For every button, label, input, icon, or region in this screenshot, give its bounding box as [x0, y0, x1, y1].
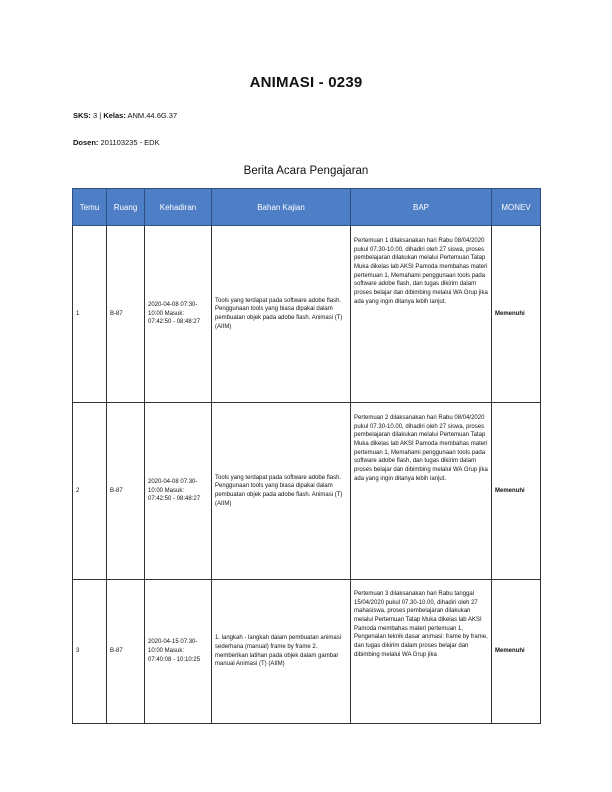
cell-temu: 1: [73, 226, 107, 403]
kehadiran-text: 2020-04-08 07:30-10:00 Masuk: 07:42:50 - 08:48:27: [148, 301, 201, 326]
cell-kehadiran: [145, 403, 212, 580]
table-row: [73, 580, 541, 724]
bahan-kajian-text: 1. langkah - langkah dalam pembuatan animasi sederhana (manual) frame by frame 2. memberikan latihan pada objek dalam gambar manual Animasi (T) (AIIM): [215, 635, 342, 668]
document-title: ANIMASI - 0239: [249, 74, 363, 91]
cell-bap: [351, 580, 492, 724]
bap-text: Pertemuan 1 dilaksanakan hari Rabu 08/04/2020 pukul 07.30-10.00, dihadiri oleh 27 siswa, proses pembelajaran dilakukan melalui Pertemuan Tatap Muka dikelas lab AKSI Pamoda membahas materi pertemuan 1, Memahami penggunaan tools pada software adobe flash, dan tugas dikirim dalam proses belajar dan dibimbing melalui WA Grup jika ada yang ingin ditanya lebih lanjut.: [354, 238, 488, 305]
cell-temu: 2: [73, 403, 107, 580]
cell-ruang: B-87: [107, 226, 145, 403]
cell-bahan-kajian: [212, 403, 351, 580]
cell-kehadiran: [145, 226, 212, 403]
bap-text: Pertemuan 2 dilaksanakan hari Rabu 08/04/2020 pukul 07.30-10.00, dihadiri oleh 27 siswa, proses pembelajaran dilakukan melalui Pertemuan Tatap Muka dikelas lab AKSI Pamoda membahas materi pertemuan 1, Memahami penggunaan tools pada software adobe flash, dan tugas dikirim dalam proses belajar dan dibimbing melalui WA Grup jika ada yang ingin ditanya lebih lanjut.: [354, 415, 488, 482]
course-info-line: SKS: 3 | Kelas: ANM.44.6G.37: [73, 111, 178, 120]
cell-bahan-kajian: [212, 226, 351, 403]
header-ruang: Ruang: [107, 189, 145, 226]
cell-bap: [351, 403, 492, 580]
cell-kehadiran: [145, 580, 212, 724]
section-subtitle: Berita Acara Pengajaran: [243, 165, 369, 177]
cell-monev: Memenuhi: [492, 403, 541, 580]
cell-bahan-kajian: [212, 580, 351, 724]
bahan-kajian-text: Tools yang terdapat pada software adobe flash. Penggunaan tools yang biasa dipakai dalam pembuatan objek pada adobe flash. Animasi (T) (AIIM): [215, 297, 343, 330]
cell-bap: [351, 226, 492, 403]
dosen-label: Dosen: [73, 138, 96, 147]
table-header-row: [73, 189, 541, 226]
header-kehadiran: Kehadiran: [145, 189, 212, 226]
cell-monev: Memenuhi: [492, 580, 541, 724]
bahan-kajian-text: Tools yang terdapat pada software adobe flash. Penggunaan tools yang biasa dipakai dalam pembuatan objek pada adobe flash. Animasi (T) (AIIM): [215, 474, 343, 507]
teaching-record-table: [72, 188, 541, 724]
separator: |: [99, 111, 102, 120]
table-row: [73, 226, 541, 403]
header-monev: MONEV: [492, 189, 541, 226]
sks-value: 3: [93, 111, 98, 120]
cell-ruang: B-87: [107, 403, 145, 580]
cell-ruang: B-87: [107, 580, 145, 724]
bap-text: Pertemuan 3 dilaksanakan hari Rabu tanggal 15/04/2020 pukul 07.30-10.00, dihadiri oleh 27 mahasiswa, proses pembelajaran dilakukan melalui Pertemuan Tatap Muka dikelas lab AKSI Pamoda membahas materi pertemuan 1, Pengenalan teknik dasar animasi: frame by frame, dan tugas dikirim dalam proses belajar dan dibimbing melalui WA Grup jika: [354, 591, 488, 658]
cell-monev: Memenuhi: [492, 226, 541, 403]
header-temu: Temu: [73, 189, 107, 226]
table-row: [73, 403, 541, 580]
kehadiran-text: 2020-04-08 07:30-10:00 Masuk: 07:42:50 - 08:48:27: [148, 478, 201, 503]
header-bahan-kajian: Bahan Kajian: [212, 189, 351, 226]
header-bap: BAP: [351, 189, 492, 226]
kehadiran-text: 2020-04-15 07:30-10:00 Masuk: 07:40:08 - 10:10:25: [148, 639, 201, 663]
dosen-value: 201103235 - EDK: [100, 138, 160, 147]
lecturer-info-line: Dosen: 201103235 - EDK: [73, 138, 160, 147]
sks-label: SKS: [73, 111, 89, 120]
kelas-label: Kelas: [103, 111, 124, 120]
cell-temu: 3: [73, 580, 107, 724]
kelas-value: ANM.44.6G.37: [127, 111, 178, 120]
